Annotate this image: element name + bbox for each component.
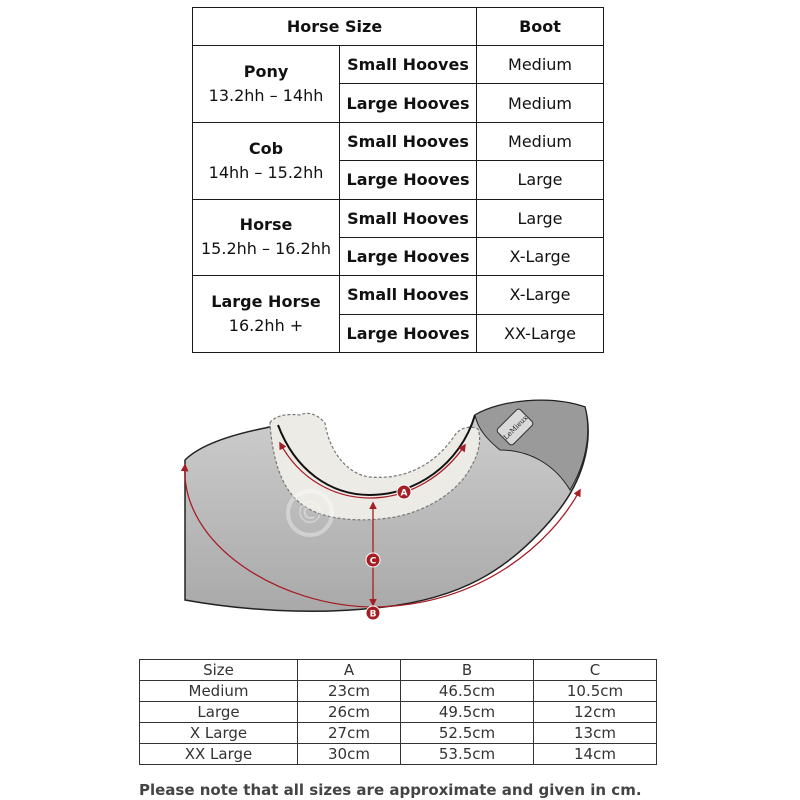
measurement-header-row [140, 660, 657, 681]
table-row [140, 702, 657, 723]
a-cell: 27cm [298, 723, 401, 744]
boot-size-cell: Medium [477, 122, 604, 160]
marker-c-label: C [369, 556, 377, 567]
horse-group-pony [193, 46, 340, 123]
boot-size-cell: Medium [477, 46, 604, 84]
table-row [140, 723, 657, 744]
marker-b-label: B [369, 609, 377, 620]
hoof-size-cell: Large Hooves [340, 314, 477, 352]
group-name: Horse [239, 215, 293, 235]
hoof-size-cell: Large Hooves [340, 161, 477, 199]
boot-size-cell: Large [477, 199, 604, 237]
marker-b [366, 606, 380, 620]
group-range: 16.2hh + [228, 316, 304, 336]
size-column-header: Size [140, 660, 298, 681]
table-row [193, 199, 604, 237]
boot-size-cell: XX-Large [477, 314, 604, 352]
horse-group-large-horse [193, 276, 340, 353]
horse-group-horse [193, 199, 340, 276]
group-range: 13.2hh – 14hh [208, 85, 324, 105]
boot-size-cell: Large [477, 161, 604, 199]
c-column-header: C [534, 660, 657, 681]
group-name: Pony [243, 61, 289, 81]
horse-group-cob [193, 122, 340, 199]
size-cell: Large [140, 702, 298, 723]
hoof-size-cell: Small Hooves [340, 276, 477, 314]
hoof-size-cell: Large Hooves [340, 84, 477, 122]
group-name: Cob [248, 138, 284, 158]
boot-measurement-diagram [160, 395, 620, 640]
horse-size-header: Horse Size [193, 8, 477, 46]
c-cell: 10.5cm [534, 681, 657, 702]
a-cell: 26cm [298, 702, 401, 723]
table-row [193, 122, 604, 160]
a-cell: 23cm [298, 681, 401, 702]
hoof-size-cell: Large Hooves [340, 237, 477, 275]
boot-size-cell: X-Large [477, 237, 604, 275]
marker-c [366, 553, 380, 567]
group-range: 14hh – 15.2hh [208, 162, 324, 182]
marker-a-label: A [400, 488, 408, 499]
measurement-table [139, 659, 657, 765]
a-column-header: A [298, 660, 401, 681]
b-column-header: B [401, 660, 534, 681]
b-cell: 46.5cm [401, 681, 534, 702]
c-cell: 14cm [534, 744, 657, 765]
c-cell: 12cm [534, 702, 657, 723]
boot-header: Boot [477, 8, 604, 46]
b-cell: 52.5cm [401, 723, 534, 744]
boot-size-cell: X-Large [477, 276, 604, 314]
size-cell: XX Large [140, 744, 298, 765]
brand-label: LeMieux [501, 413, 530, 442]
marker-a [397, 485, 411, 499]
c-cell: 13cm [534, 723, 657, 744]
table-row [140, 744, 657, 765]
b-cell: 53.5cm [401, 744, 534, 765]
hoof-size-cell: Small Hooves [340, 122, 477, 160]
a-cell: 30cm [298, 744, 401, 765]
table-header-row [193, 8, 604, 46]
table-row [193, 46, 604, 84]
hoof-size-cell: Small Hooves [340, 46, 477, 84]
group-name: Large Horse [211, 292, 321, 312]
watermark-symbol: © [295, 496, 325, 531]
size-cell: X Large [140, 723, 298, 744]
group-range: 15.2hh – 16.2hh [201, 239, 331, 259]
horse-size-table [192, 7, 604, 353]
table-row [140, 681, 657, 702]
table-row [193, 276, 604, 314]
size-cell: Medium [140, 681, 298, 702]
sizing-note: Please note that all sizes are approximate and given in cm. [139, 781, 642, 799]
hoof-size-cell: Small Hooves [340, 199, 477, 237]
b-cell: 49.5cm [401, 702, 534, 723]
boot-size-cell: Medium [477, 84, 604, 122]
